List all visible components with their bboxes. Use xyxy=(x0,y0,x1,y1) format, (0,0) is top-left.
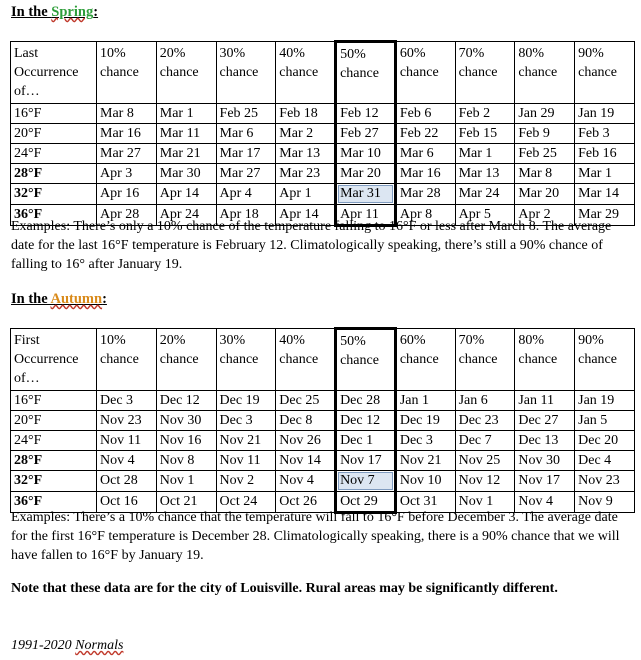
chance-word: chance xyxy=(219,352,259,367)
date-cell: Apr 11 xyxy=(336,205,396,226)
header-label-line: Last xyxy=(14,46,39,61)
temperature-cell: 20°F xyxy=(11,124,97,144)
chance-percent: 80% xyxy=(518,333,545,348)
spring-heading xyxy=(11,4,98,21)
highlighted-date: Nov 7 xyxy=(338,472,393,490)
date-cell xyxy=(336,184,396,205)
date-cell: Nov 12 xyxy=(455,471,515,492)
table-row xyxy=(11,391,635,411)
chance-header-cell xyxy=(455,42,515,104)
chance-header-cell xyxy=(455,329,515,391)
date-cell: Jan 11 xyxy=(515,391,575,411)
header-label-cell xyxy=(11,329,97,391)
header-label-line: of… xyxy=(14,371,40,386)
date-cell: Apr 2 xyxy=(515,205,575,226)
date-cell: Oct 21 xyxy=(156,492,216,513)
temperature-cell: 24°F xyxy=(11,144,97,164)
chance-percent: 60% xyxy=(399,333,426,348)
header-label-line: Occurrence xyxy=(14,65,79,80)
table-row xyxy=(11,431,635,451)
temperature-cell: 32°F xyxy=(11,184,97,205)
date-cell: Jan 5 xyxy=(575,411,635,431)
autumn-heading-season: Autumn xyxy=(50,291,103,307)
date-cell: Mar 6 xyxy=(216,124,276,144)
date-cell: Oct 26 xyxy=(276,492,336,513)
chance-header-cell xyxy=(276,329,336,391)
date-cell: Mar 1 xyxy=(575,164,635,184)
header-label-line: First xyxy=(14,333,40,348)
chance-percent: 70% xyxy=(458,333,485,348)
date-cell xyxy=(336,471,396,492)
date-cell: Nov 1 xyxy=(156,471,216,492)
temperature-cell: 16°F xyxy=(11,104,97,124)
date-cell: Mar 13 xyxy=(455,164,515,184)
chance-word: chance xyxy=(340,353,379,368)
date-cell: Dec 3 xyxy=(97,391,157,411)
date-cell: Feb 3 xyxy=(575,124,635,144)
date-cell: Jan 1 xyxy=(395,391,455,411)
chance-percent: 70% xyxy=(458,46,485,61)
temperature-cell: 36°F xyxy=(11,205,97,226)
chance-word: chance xyxy=(279,352,319,367)
date-cell: Apr 8 xyxy=(395,205,455,226)
chance-word: chance xyxy=(159,352,199,367)
date-cell: Nov 17 xyxy=(515,471,575,492)
chance-word: chance xyxy=(279,65,319,80)
chance-word: chance xyxy=(578,65,617,80)
table-row xyxy=(11,411,635,431)
date-cell: Feb 25 xyxy=(216,104,276,124)
date-cell: Jan 19 xyxy=(575,391,635,411)
date-cell: Nov 26 xyxy=(276,431,336,451)
date-cell: Feb 16 xyxy=(575,144,635,164)
temperature-cell: 32°F xyxy=(11,471,97,492)
date-cell: Dec 27 xyxy=(515,411,575,431)
date-cell: Nov 25 xyxy=(455,451,515,471)
date-cell: Dec 7 xyxy=(455,431,515,451)
date-cell: Mar 20 xyxy=(515,184,575,205)
date-cell: Nov 21 xyxy=(216,431,276,451)
date-cell: Mar 27 xyxy=(97,144,157,164)
date-cell: Feb 9 xyxy=(515,124,575,144)
date-cell: Nov 2 xyxy=(216,471,276,492)
date-cell: Nov 30 xyxy=(156,411,216,431)
date-cell: Dec 13 xyxy=(515,431,575,451)
chance-percent: 50% xyxy=(340,47,366,62)
chance-header-cell xyxy=(156,329,216,391)
chance-word: chance xyxy=(458,352,498,367)
temperature-cell: 36°F xyxy=(11,492,97,513)
chance-percent: 90% xyxy=(578,46,604,61)
date-cell: Mar 1 xyxy=(156,104,216,124)
louisville-note: Note that these data are for the city of Louisville. Rural areas may be significantly different. xyxy=(11,581,558,596)
date-cell: Mar 10 xyxy=(336,144,396,164)
date-cell: Mar 30 xyxy=(156,164,216,184)
header-label-line: of… xyxy=(14,84,40,99)
chance-percent: 10% xyxy=(100,333,126,348)
spring-heading-prefix: In the xyxy=(11,4,52,20)
chance-percent: 40% xyxy=(279,333,305,348)
date-cell: Feb 18 xyxy=(276,104,336,124)
chance-header-cell xyxy=(216,329,276,391)
date-cell: Mar 2 xyxy=(276,124,336,144)
date-cell: Nov 16 xyxy=(156,431,216,451)
date-cell: Apr 28 xyxy=(97,205,157,226)
date-cell: Dec 12 xyxy=(156,391,216,411)
date-cell: Mar 17 xyxy=(216,144,276,164)
date-cell: Apr 16 xyxy=(97,184,157,205)
chance-percent: 10% xyxy=(100,46,126,61)
chance-word: chance xyxy=(578,352,617,367)
table-header-row xyxy=(11,329,635,391)
date-cell: Dec 25 xyxy=(276,391,336,411)
date-cell: Feb 25 xyxy=(515,144,575,164)
date-cell: Apr 18 xyxy=(216,205,276,226)
chance-word: chance xyxy=(159,65,199,80)
chance-word: chance xyxy=(100,65,139,80)
table-row xyxy=(11,451,635,471)
date-cell: Oct 31 xyxy=(395,492,455,513)
temperature-cell: 28°F xyxy=(11,164,97,184)
normals-word: Normals xyxy=(75,638,124,653)
date-cell: Oct 24 xyxy=(216,492,276,513)
date-cell: Apr 14 xyxy=(276,205,336,226)
date-cell: Dec 8 xyxy=(276,411,336,431)
spring-heading-suffix: : xyxy=(93,4,99,20)
date-cell: Mar 14 xyxy=(575,184,635,205)
autumn-freeze-table xyxy=(10,327,635,514)
date-cell: Mar 28 xyxy=(395,184,455,205)
chance-word: chance xyxy=(518,65,558,80)
chance-header-cell xyxy=(276,42,336,104)
date-cell: Nov 4 xyxy=(515,492,575,513)
chance-percent: 40% xyxy=(279,46,305,61)
date-cell: Dec 19 xyxy=(395,411,455,431)
date-cell: Dec 3 xyxy=(216,411,276,431)
temperature-cell: 24°F xyxy=(11,431,97,451)
date-cell: Dec 12 xyxy=(336,411,396,431)
date-cell: Dec 3 xyxy=(395,431,455,451)
chance-header-cell xyxy=(575,329,635,391)
date-cell: Nov 4 xyxy=(97,451,157,471)
chance-percent: 30% xyxy=(219,333,246,348)
date-cell: Mar 13 xyxy=(276,144,336,164)
chance-header-cell xyxy=(336,42,396,104)
table-row xyxy=(11,164,635,184)
date-cell: Nov 9 xyxy=(575,492,635,513)
chance-word: chance xyxy=(219,65,259,80)
date-cell: Jan 19 xyxy=(575,104,635,124)
date-cell: Mar 16 xyxy=(97,124,157,144)
date-cell: Feb 12 xyxy=(336,104,396,124)
date-cell: Nov 4 xyxy=(276,471,336,492)
date-cell: Mar 21 xyxy=(156,144,216,164)
date-cell: Nov 1 xyxy=(455,492,515,513)
normals-prefix: 1991-2020 xyxy=(11,638,76,653)
date-cell: Mar 8 xyxy=(97,104,157,124)
date-cell: Nov 30 xyxy=(515,451,575,471)
date-cell: Nov 11 xyxy=(97,431,157,451)
date-cell: Dec 23 xyxy=(455,411,515,431)
table-row xyxy=(11,144,635,164)
chance-percent: 20% xyxy=(159,333,186,348)
chance-word: chance xyxy=(100,352,139,367)
date-cell: Mar 29 xyxy=(575,205,635,226)
date-cell: Oct 29 xyxy=(336,492,396,513)
date-cell: Nov 10 xyxy=(395,471,455,492)
chance-word: chance xyxy=(458,65,498,80)
date-cell: Nov 17 xyxy=(336,451,396,471)
chance-percent: 20% xyxy=(159,46,186,61)
temperature-cell: 16°F xyxy=(11,391,97,411)
date-cell: Mar 20 xyxy=(336,164,396,184)
chance-header-cell xyxy=(575,42,635,104)
date-cell: Feb 22 xyxy=(395,124,455,144)
chance-header-cell xyxy=(515,42,575,104)
date-cell: Dec 28 xyxy=(336,391,396,411)
date-cell: Nov 8 xyxy=(156,451,216,471)
header-label-cell xyxy=(11,42,97,104)
date-cell: Apr 24 xyxy=(156,205,216,226)
chance-header-cell xyxy=(97,329,157,391)
normals-caption xyxy=(11,636,636,655)
chance-percent: 30% xyxy=(219,46,246,61)
header-label-line: Occurrence xyxy=(14,352,79,367)
chance-percent: 60% xyxy=(399,46,426,61)
chance-header-cell xyxy=(97,42,157,104)
chance-header-cell xyxy=(395,42,455,104)
date-cell: Jan 29 xyxy=(515,104,575,124)
spring-freeze-table xyxy=(10,40,635,227)
date-cell: Dec 20 xyxy=(575,431,635,451)
autumn-example-text: Examples: There’s a 10% chance that the temperature will fall to 16°F before December 3. The average date for the first 16°F temperature is December 28. Climatologically speaking, there is a 90% chance that we will have fallen to 16°F by January 19. xyxy=(11,510,620,563)
table-header-row xyxy=(11,42,635,104)
date-cell: Oct 16 xyxy=(97,492,157,513)
chance-word: chance xyxy=(399,352,439,367)
date-cell: Mar 16 xyxy=(395,164,455,184)
date-cell: Mar 24 xyxy=(455,184,515,205)
date-cell: Mar 11 xyxy=(156,124,216,144)
temperature-cell: 28°F xyxy=(11,451,97,471)
table-row xyxy=(11,184,635,205)
date-cell: Jan 6 xyxy=(455,391,515,411)
chance-percent: 80% xyxy=(518,46,545,61)
date-cell: Mar 1 xyxy=(455,144,515,164)
date-cell: Feb 27 xyxy=(336,124,396,144)
table-row xyxy=(11,124,635,144)
autumn-heading-prefix: In the xyxy=(11,291,51,307)
chance-header-cell xyxy=(156,42,216,104)
chance-header-cell xyxy=(515,329,575,391)
date-cell: Apr 5 xyxy=(455,205,515,226)
date-cell: Mar 27 xyxy=(216,164,276,184)
chance-header-cell xyxy=(336,329,396,391)
autumn-heading-suffix: : xyxy=(102,291,107,307)
date-cell: Dec 19 xyxy=(216,391,276,411)
date-cell: Mar 23 xyxy=(276,164,336,184)
date-cell: Oct 28 xyxy=(97,471,157,492)
date-cell: Mar 8 xyxy=(515,164,575,184)
date-cell: Nov 11 xyxy=(216,451,276,471)
temperature-cell: 20°F xyxy=(11,411,97,431)
date-cell: Feb 6 xyxy=(395,104,455,124)
spring-example-text: Examples: There’s only a 10% chance of the temperature falling to 16°F or less after March 8. The average date for the last 16°F temperature is February 12. Climatologically speaking, there’s still a 90% chance of falling to 16° after January 19. xyxy=(11,219,612,272)
date-cell: Nov 14 xyxy=(276,451,336,471)
highlighted-date: Mar 31 xyxy=(338,185,393,203)
table-row xyxy=(11,104,635,124)
date-cell: Feb 15 xyxy=(455,124,515,144)
table-row xyxy=(11,471,635,492)
date-cell: Dec 4 xyxy=(575,451,635,471)
chance-word: chance xyxy=(340,66,379,81)
chance-word: chance xyxy=(518,352,558,367)
date-cell: Apr 1 xyxy=(276,184,336,205)
date-cell: Apr 3 xyxy=(97,164,157,184)
date-cell: Nov 21 xyxy=(395,451,455,471)
date-cell: Feb 2 xyxy=(455,104,515,124)
date-cell: Nov 23 xyxy=(575,471,635,492)
date-cell: Nov 23 xyxy=(97,411,157,431)
autumn-heading xyxy=(11,291,107,308)
date-cell: Apr 14 xyxy=(156,184,216,205)
chance-header-cell xyxy=(395,329,455,391)
spring-heading-season: Spring xyxy=(51,4,94,20)
chance-percent: 50% xyxy=(340,334,366,349)
chance-word: chance xyxy=(399,65,439,80)
date-cell: Dec 1 xyxy=(336,431,396,451)
date-cell: Mar 6 xyxy=(395,144,455,164)
chance-header-cell xyxy=(216,42,276,104)
chance-percent: 90% xyxy=(578,333,604,348)
date-cell: Apr 4 xyxy=(216,184,276,205)
